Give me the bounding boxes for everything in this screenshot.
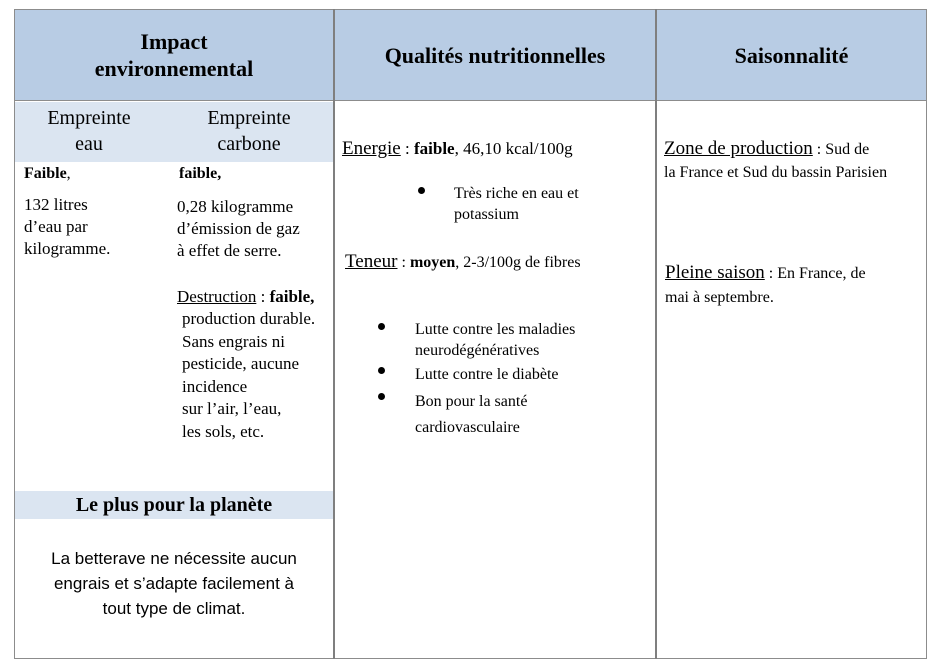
bullet-icon — [378, 393, 385, 400]
header-season: Saisonnalité — [656, 9, 927, 101]
planet-title: Le plus pour la planète — [15, 491, 333, 519]
carbon-footprint-header: Empreinte carbone — [207, 107, 291, 155]
header-impact: Impact environnemental — [14, 9, 334, 101]
destruction-details: production durable. Sans engrais ni pesticide, aucune incidence sur l’air, l’eau, les sols, etc. — [182, 309, 316, 441]
destruction-heading: Destruction : faible, — [177, 287, 315, 306]
bullet-icon — [418, 187, 425, 194]
planet-text: La betterave ne nécessite aucun engrais et s’adapte facilement à tout type de climat. — [51, 549, 297, 618]
benefit-item: Lutte contre les maladies neurodégénératives — [415, 321, 576, 359]
column-divider — [333, 9, 335, 659]
water-footprint-header: Empreinte eau — [47, 107, 131, 155]
column-divider — [655, 9, 657, 659]
header-nutrition: Qualités nutritionnelles — [334, 9, 656, 101]
product-sheet-table — [14, 9, 927, 659]
bullet-icon — [378, 367, 385, 374]
fiber-line: Teneur : moyen, 2-3/100g de fibres — [345, 251, 581, 272]
bullet-icon — [378, 323, 385, 330]
energy-line: Energie : faible, 46,10 kcal/100g — [342, 138, 573, 159]
benefit-item: Lutte contre le diabète — [415, 366, 559, 383]
peak-season: Pleine saison : En France, de mai à septembre. — [665, 262, 866, 306]
benefit-item: Bon pour la santé cardiovasculaire — [415, 393, 528, 436]
carbon-level: faible, — [179, 165, 222, 182]
carbon-details: 0,28 kilogramme d’émission de gaz à effet de serre. — [177, 197, 300, 260]
water-level: Faible, — [24, 165, 71, 182]
water-details: 132 litres d’eau par kilogramme. — [24, 195, 111, 258]
energy-bullet: Très riche en eau et potassium — [454, 185, 579, 223]
production-zone: Zone de production : Sud de la France et Sud du bassin Parisien — [664, 138, 888, 181]
